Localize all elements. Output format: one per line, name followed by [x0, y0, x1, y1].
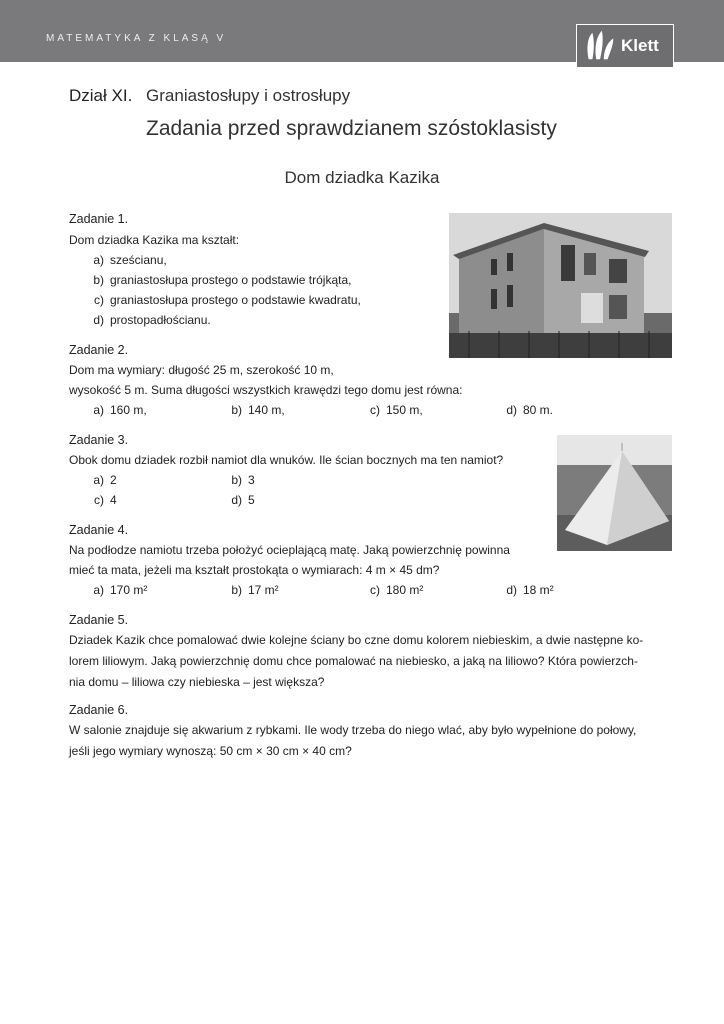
brand-name: Klett: [621, 36, 659, 55]
option-letter: c): [94, 493, 104, 507]
option-letter: b): [231, 583, 242, 597]
task-4-text-1: Na podłodze namiotu trzeba położyć ocieplającą matę. Jaką powierzchnię powinna: [69, 543, 510, 557]
task-2-heading: Zadanie 2.: [69, 343, 129, 357]
klett-logo: [576, 24, 674, 68]
option-text: 140 m,: [248, 403, 285, 417]
section-heading: [69, 86, 350, 106]
task-1-option-d: [84, 313, 211, 327]
series-title: MATEMATYKA Z KLASĄ V: [46, 33, 227, 44]
option-text: 180 m²: [386, 583, 424, 597]
option-text: 80 m.: [523, 403, 554, 417]
task-3-option-a: [84, 473, 117, 487]
option-letter: c): [370, 583, 380, 597]
option-letter: a): [93, 583, 104, 597]
task-4-option-a: [84, 583, 147, 597]
option-text: sześcianu,: [110, 253, 167, 267]
page-title: Zadania przed sprawdzianem szóstoklasisty: [146, 117, 557, 140]
option-text: graniastosłupa prostego o podstawie trójkąta,: [110, 273, 352, 287]
option-letter: b): [93, 273, 104, 287]
task-1-option-a: [84, 253, 167, 267]
task-4-option-b: [222, 583, 279, 597]
option-letter: c): [370, 403, 380, 417]
option-letter: a): [93, 253, 104, 267]
option-letter: c): [94, 293, 104, 307]
task-5-text-1: Dziadek Kazik chce pomalować dwie kolejne ściany bo czne domu kolorem niebieskim, a dwie następne ko-: [69, 633, 644, 647]
section-number: Dział XI.: [69, 86, 133, 105]
task-2-option-d: [497, 403, 553, 417]
klett-logo-icon: [581, 27, 619, 65]
option-text: 17 m²: [248, 583, 279, 597]
task-5-text-3: nia domu – liliowa czy niebieska – jest większa?: [69, 675, 325, 689]
task-3-option-b: [222, 473, 255, 487]
option-text: 170 m²: [110, 583, 148, 597]
task-1-heading: Zadanie 1.: [69, 212, 129, 226]
task-4-text-2: mieć ta mata, jeżeli ma kształt prostokąta o wymiarach: 4 m × 45 dm?: [69, 563, 440, 577]
task-2-text-1: Dom ma wymiary: długość 25 m, szerokość 10 m,: [69, 363, 334, 377]
task-6-text-1: W salonie znajduje się akwarium z rybkami. Ile wody trzeba do niego wlać, aby było wypełnione do połowy,: [69, 723, 637, 737]
page-subtitle: Dom dziadka Kazika: [284, 168, 440, 187]
task-1-option-c: [84, 293, 361, 307]
option-text: 3: [248, 473, 255, 487]
task-5-heading: Zadanie 5.: [69, 613, 129, 627]
option-letter: a): [93, 473, 104, 487]
option-text: 160 m,: [110, 403, 147, 417]
option-text: 150 m,: [386, 403, 423, 417]
option-text: 2: [110, 473, 117, 487]
task-1-option-b: [84, 273, 351, 287]
task-3-option-c: [84, 493, 117, 507]
task-3-option-d: [222, 493, 255, 507]
option-text: 4: [110, 493, 117, 507]
task-2-option-b: [222, 403, 285, 417]
task-2-option-a: [84, 403, 147, 417]
house-photo: [449, 213, 672, 358]
option-letter: b): [231, 473, 242, 487]
option-text: 5: [248, 493, 255, 507]
option-letter: d): [93, 313, 104, 327]
task-2-text-2: wysokość 5 m. Suma długości wszystkich krawędzi tego domu jest równa:: [69, 383, 463, 397]
section-title: Graniastosłupy i ostrosłupy: [146, 86, 351, 105]
task-6-heading: Zadanie 6.: [69, 703, 129, 717]
option-letter: d): [231, 493, 242, 507]
task-3-text: Obok domu dziadek rozbił namiot dla wnuków. Ile ścian bocznych ma ten namiot?: [69, 453, 504, 467]
task-6-text-2: jeśli jego wymiary wynoszą: 50 cm × 30 cm × 40 cm?: [69, 744, 352, 758]
task-4-option-d: [497, 583, 554, 597]
task-3-heading: Zadanie 3.: [69, 433, 129, 447]
option-text: prostopadłościanu.: [110, 313, 211, 327]
option-letter: b): [231, 403, 242, 417]
task-4-option-c: [360, 583, 423, 597]
tent-photo: [557, 435, 672, 551]
option-letter: a): [93, 403, 104, 417]
option-text: graniastosłupa prostego o podstawie kwadratu,: [110, 293, 361, 307]
task-5-text-2: lorem liliowym. Jaką powierzchnię domu chce pomalować na niebiesko, a jaką na liliowo? Która powierzch-: [69, 654, 638, 668]
option-letter: d): [506, 583, 517, 597]
task-2-option-c: [360, 403, 423, 417]
option-text: 18 m²: [523, 583, 554, 597]
task-4-heading: Zadanie 4.: [69, 523, 129, 537]
task-1-text: Dom dziadka Kazika ma kształt:: [69, 233, 240, 247]
option-letter: d): [506, 403, 517, 417]
